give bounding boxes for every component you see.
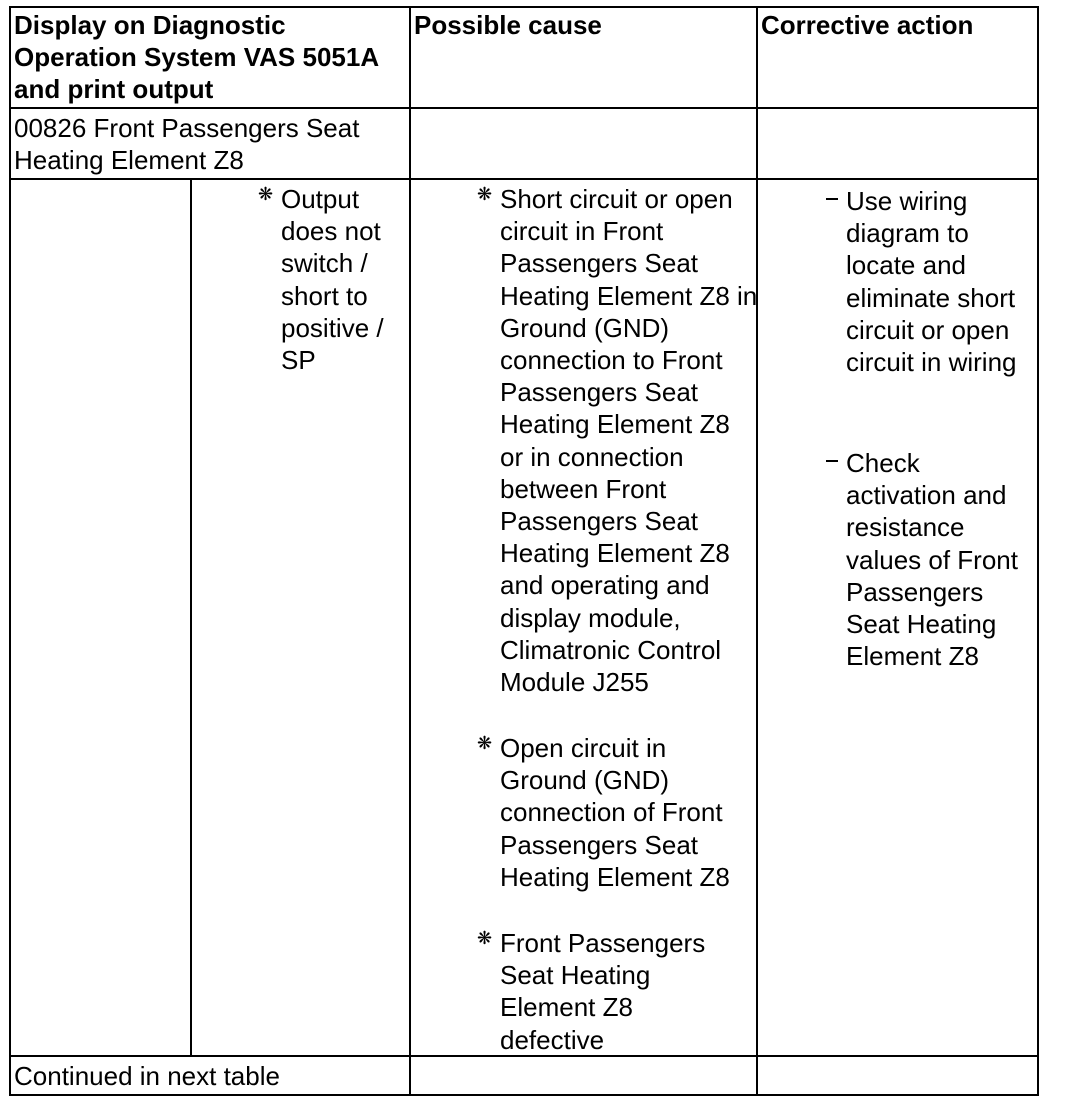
condition-text: Output does not switch / short to positive / SP (281, 184, 384, 376)
cause-item: Front Passengers Seat Heating Element Z8 defective (500, 928, 706, 1055)
dash-bullet-icon (826, 198, 838, 200)
cause-item: Open circuit in Ground (GND) connection of Front Passengers Seat Heating Element Z8 (500, 733, 730, 892)
asterisk-bullet-icon: ❋ (477, 733, 493, 753)
action-item: Use wiring diagram to locate and eliminate short circuit or open circuit in wiring (846, 186, 1017, 378)
action-item: Check activation and resistance values of Front Passengers Seat Heating Element Z8 (846, 448, 1018, 672)
dash-bullet-icon (826, 460, 838, 462)
fault-row-divider (9, 178, 1039, 180)
table-border-top (9, 6, 1039, 8)
header-row-divider (9, 107, 1039, 109)
cause-item: Short circuit or open circuit in Front Passengers Seat Heating Element Z8 in Ground (GND) connection to Front Passengers Seat Heating Element Z8 or in connection between Front Passengers Seat Heating Element Z8 and operating and display module, Climatronic Control Module J255 (500, 184, 758, 698)
header-display: Display on Diagnostic Operation System VAS 5051A and print output (14, 10, 379, 105)
asterisk-bullet-icon: ❋ (477, 928, 493, 948)
condition-column-divider (190, 178, 192, 1057)
continued-note: Continued in next table (14, 1061, 280, 1091)
cause-column-divider (409, 6, 411, 1096)
table-border-left (9, 6, 11, 1096)
header-corrective-action: Corrective action (761, 10, 974, 40)
asterisk-bullet-icon: ❋ (477, 184, 493, 204)
table-border-right (1037, 6, 1039, 1096)
header-possible-cause: Possible cause (414, 10, 602, 40)
asterisk-bullet-icon: ❋ (258, 184, 274, 204)
table-border-bottom (9, 1094, 1039, 1096)
fault-code-label: 00826 Front Passengers Seat Heating Element Z8 (14, 113, 360, 176)
